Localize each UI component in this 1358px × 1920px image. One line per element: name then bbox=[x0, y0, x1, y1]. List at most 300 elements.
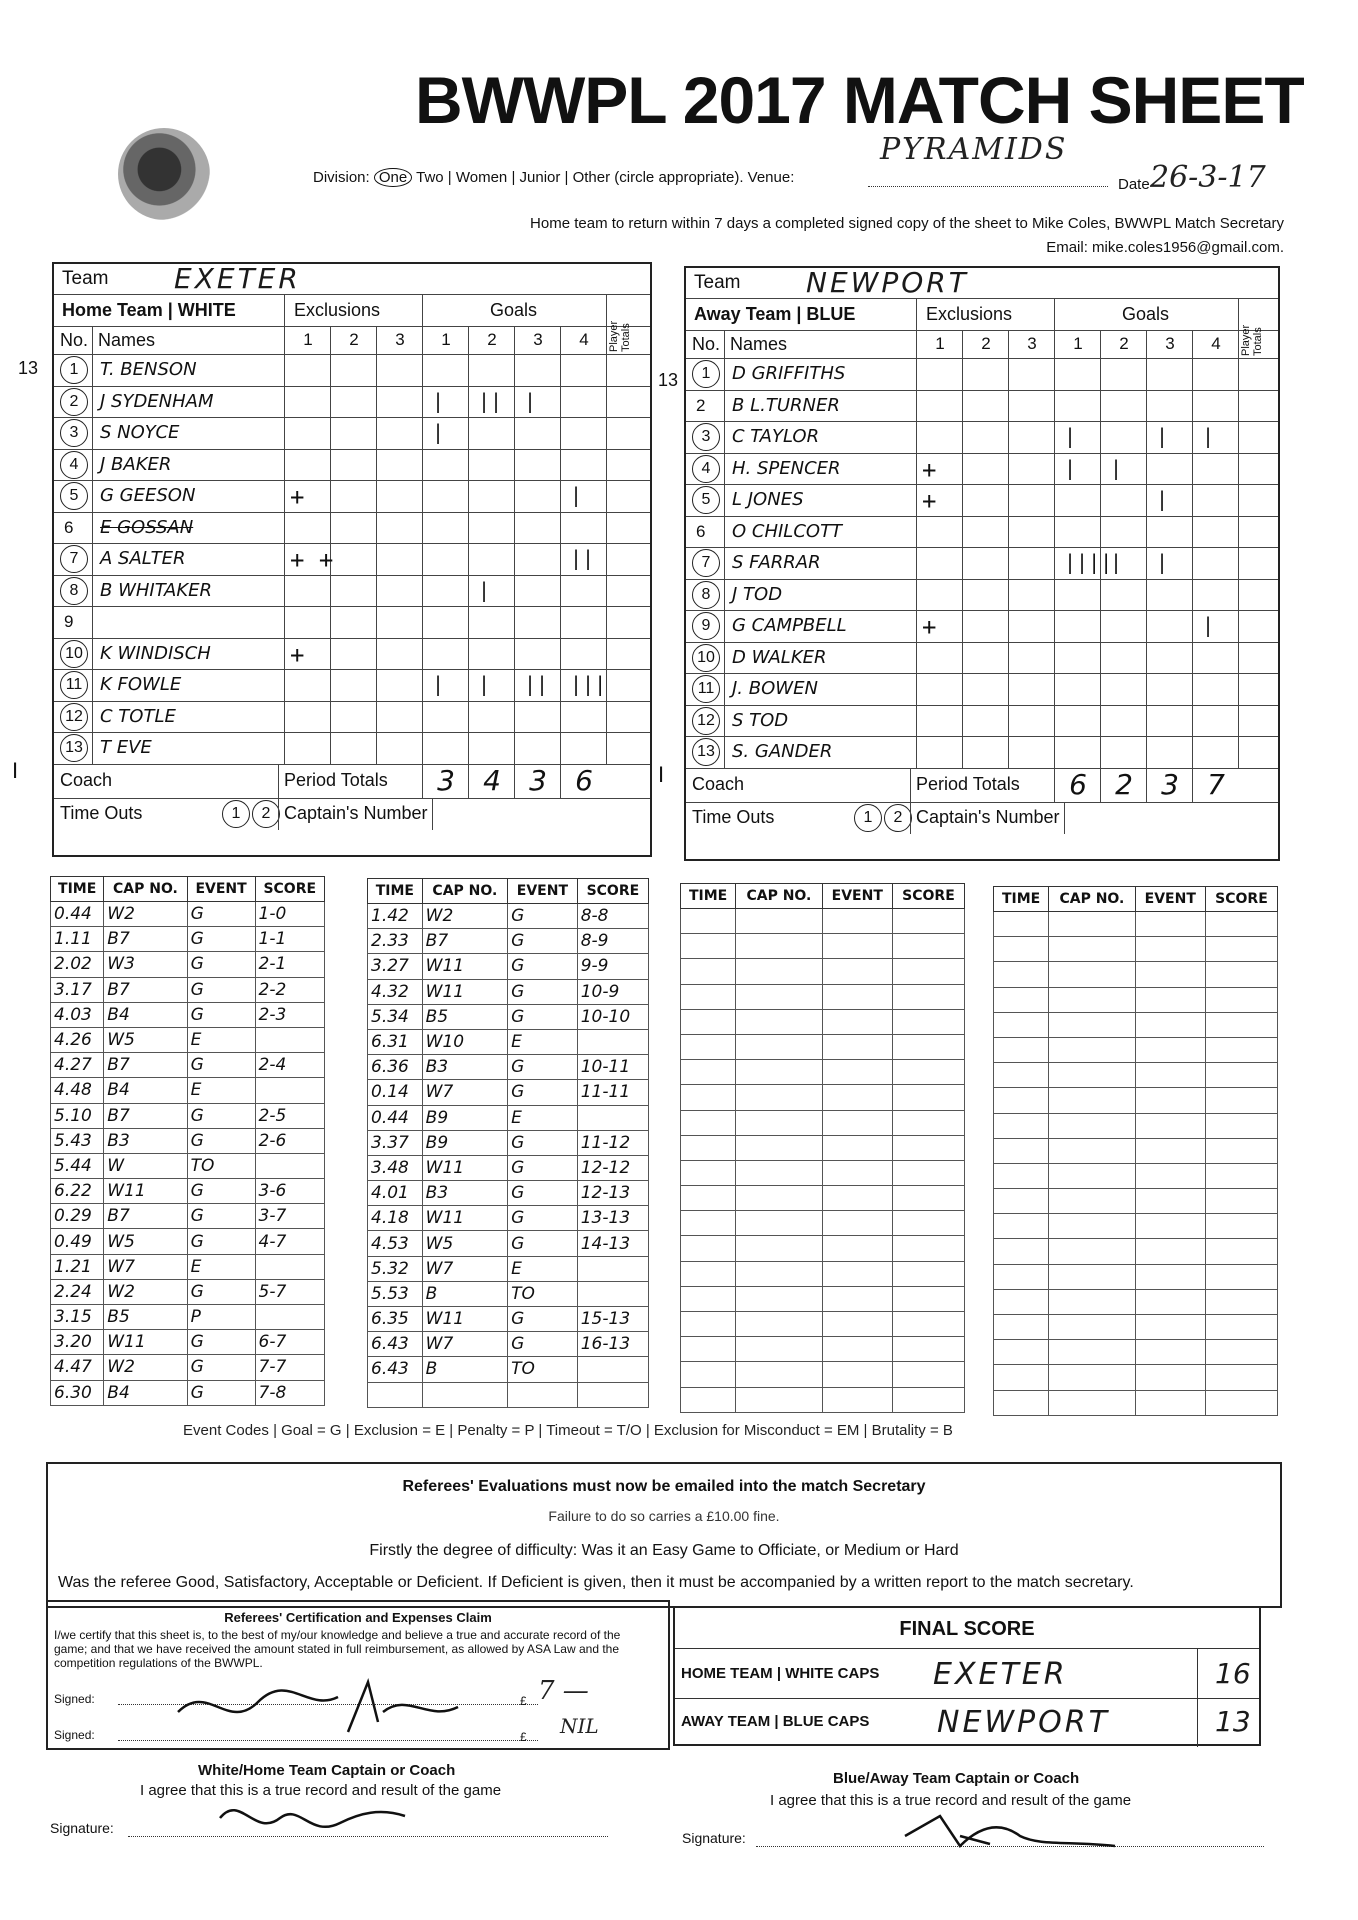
log-cell bbox=[994, 1264, 1049, 1289]
home-grid-divider bbox=[560, 638, 561, 670]
log-cell: G bbox=[508, 1130, 578, 1155]
away-goal-tally: | bbox=[1156, 424, 1169, 448]
away-team-name: NEWPORT bbox=[806, 266, 969, 299]
home-grid-divider bbox=[284, 386, 285, 418]
away-grid-divider bbox=[1192, 390, 1193, 422]
home-grid-divider bbox=[330, 386, 331, 418]
final-home-team: EXETER bbox=[933, 1657, 1068, 1692]
home-grid-divider bbox=[284, 512, 285, 544]
log-cell bbox=[736, 1261, 822, 1286]
away-grid-divider bbox=[1146, 453, 1147, 485]
log-cell bbox=[736, 1009, 822, 1034]
log-cell: 4.48 bbox=[51, 1078, 104, 1103]
log-cell bbox=[681, 1186, 736, 1211]
log-cell: 6.36 bbox=[368, 1055, 423, 1080]
log-cell bbox=[577, 1382, 648, 1407]
log-cell: 6-7 bbox=[255, 1330, 324, 1355]
away-grid-divider bbox=[1008, 705, 1009, 737]
away-player-number: 8 bbox=[692, 581, 720, 609]
away-no-divider bbox=[724, 547, 725, 579]
log-cell: W11 bbox=[422, 979, 507, 1004]
home-goal-tally: ||| bbox=[570, 672, 607, 696]
away-signature-label: Signature: bbox=[682, 1830, 746, 1846]
home-grid-divider bbox=[468, 638, 469, 670]
log-cell: G bbox=[508, 1307, 578, 1332]
away-player-row bbox=[686, 579, 1278, 612]
away-grid-divider bbox=[1008, 484, 1009, 516]
away-grid-divider bbox=[916, 390, 917, 422]
home-grid-divider bbox=[376, 354, 377, 386]
log-cell bbox=[681, 959, 736, 984]
log-header-cell: EVENT bbox=[1135, 887, 1205, 912]
home-period-total: 3 bbox=[514, 764, 561, 798]
home-col-number: 1 bbox=[422, 326, 469, 354]
log-cell bbox=[892, 959, 964, 984]
away-player-name: J. BOWEN bbox=[732, 678, 818, 699]
log-cell bbox=[681, 1211, 736, 1236]
log-cell bbox=[736, 1110, 822, 1135]
log-cell bbox=[681, 1312, 736, 1337]
log-row bbox=[368, 1105, 649, 1130]
home-grid-divider bbox=[606, 354, 607, 386]
log-cell bbox=[822, 1387, 892, 1412]
log-cell bbox=[1135, 1163, 1205, 1188]
log-cell bbox=[892, 1135, 964, 1160]
home-grid-divider bbox=[606, 543, 607, 575]
away-captain-divider bbox=[1064, 802, 1065, 834]
log-cell: 7-8 bbox=[255, 1380, 324, 1405]
log-cell bbox=[822, 1211, 892, 1236]
log-cell bbox=[994, 1390, 1049, 1415]
log-row bbox=[368, 1029, 649, 1054]
log-cell bbox=[736, 909, 822, 934]
log-cell: 0.49 bbox=[51, 1229, 104, 1254]
home-grid-divider bbox=[606, 449, 607, 481]
log-cell bbox=[736, 1362, 822, 1387]
home-goal-tally: || bbox=[478, 388, 503, 413]
away-player-row bbox=[686, 453, 1278, 486]
home-grid-divider bbox=[330, 669, 331, 701]
home-grid-divider bbox=[422, 701, 423, 733]
log-cell: W11 bbox=[422, 1206, 507, 1231]
away-grid-divider bbox=[1008, 673, 1009, 705]
home-goals-label: Goals bbox=[490, 300, 538, 320]
away-grid-divider bbox=[916, 421, 917, 453]
away-grid-divider bbox=[1238, 736, 1239, 768]
home-period-total: 6 bbox=[560, 764, 607, 798]
home-player-number: 2 bbox=[60, 388, 88, 416]
home-totals-divider bbox=[606, 326, 607, 354]
home-col-number: 4 bbox=[560, 326, 607, 354]
home-captain-title: White/Home Team Captain or Coach bbox=[198, 1762, 456, 1779]
log-cell bbox=[994, 1315, 1049, 1340]
home-grid-divider bbox=[284, 575, 285, 607]
log-cell: G bbox=[508, 1231, 578, 1256]
log-row bbox=[51, 1027, 325, 1052]
event-codes: Event Codes | Goal = G | Exclusion = E | Penalty = P | Timeout = T/O | Exclusion for Misconduct = EM | Brutality = B bbox=[183, 1422, 953, 1439]
log-cell: W7 bbox=[422, 1256, 507, 1281]
log-cell: 0.29 bbox=[51, 1204, 104, 1229]
log-cell bbox=[1135, 1037, 1205, 1062]
away-coach-label: Coach bbox=[692, 773, 745, 794]
away-grid-divider bbox=[916, 358, 917, 390]
away-grid-divider bbox=[1238, 453, 1239, 485]
home-header-row bbox=[54, 294, 650, 327]
home-grid-divider bbox=[330, 417, 331, 449]
away-player-name: D GRIFFITHS bbox=[732, 363, 846, 384]
final-away-score: 13 bbox=[1215, 1705, 1251, 1738]
log-cell bbox=[1135, 1113, 1205, 1138]
away-grid-divider bbox=[1054, 705, 1055, 737]
log-cell: G bbox=[508, 1181, 578, 1206]
log-row bbox=[994, 1239, 1278, 1264]
away-grid-divider bbox=[1100, 673, 1101, 705]
log-cell bbox=[994, 1088, 1049, 1113]
log-cell: 4.47 bbox=[51, 1355, 104, 1380]
log-cell bbox=[681, 1286, 736, 1311]
home-player-number: 5 bbox=[60, 482, 88, 510]
away-grid-divider bbox=[1100, 453, 1101, 485]
home-grid-divider bbox=[514, 638, 515, 670]
log-cell bbox=[892, 1261, 964, 1286]
home-timeouts-label: Time Outs bbox=[60, 802, 143, 823]
final-away-row bbox=[675, 1698, 1259, 1747]
log-header-cell: CAP NO. bbox=[422, 879, 507, 904]
log-header-row bbox=[681, 884, 965, 909]
away-no-divider bbox=[724, 390, 725, 422]
away-grid-divider bbox=[1146, 673, 1147, 705]
log-cell: 6.43 bbox=[368, 1332, 423, 1357]
away-grid-divider bbox=[1146, 358, 1147, 390]
home-grid-divider bbox=[376, 575, 377, 607]
log-header-cell: CAP NO. bbox=[104, 877, 187, 902]
log-cell bbox=[1135, 1390, 1205, 1415]
log-cell bbox=[681, 1135, 736, 1160]
away-period-totals-label: Period Totals bbox=[916, 773, 1020, 794]
log-cell: 9-9 bbox=[577, 954, 648, 979]
away-grid-divider bbox=[916, 736, 917, 768]
home-grid-divider bbox=[468, 575, 469, 607]
away-no-divider bbox=[724, 358, 725, 390]
log-cell bbox=[681, 1261, 736, 1286]
log-cell: 4.32 bbox=[368, 979, 423, 1004]
home-grid-divider bbox=[468, 354, 469, 386]
log-row bbox=[368, 1181, 649, 1206]
home-grid-divider bbox=[284, 449, 285, 481]
away-grid-divider bbox=[1146, 547, 1147, 579]
log-cell bbox=[681, 984, 736, 1009]
log-row bbox=[994, 1037, 1278, 1062]
log-row bbox=[994, 987, 1278, 1012]
log-cell: W7 bbox=[422, 1080, 507, 1105]
home-player-name: E GOSSAN bbox=[100, 516, 194, 538]
log-row bbox=[368, 954, 649, 979]
log-row bbox=[994, 1063, 1278, 1088]
log-cell bbox=[994, 1214, 1049, 1239]
log-row bbox=[994, 962, 1278, 987]
log-cell bbox=[1049, 1088, 1135, 1113]
away-player-row bbox=[686, 358, 1278, 391]
log-row bbox=[51, 1305, 325, 1330]
log-row bbox=[51, 1254, 325, 1279]
log-row bbox=[994, 1088, 1278, 1113]
home-goal-tally: || bbox=[570, 546, 595, 570]
log-cell: W5 bbox=[104, 1229, 187, 1254]
away-grid-divider bbox=[1238, 421, 1239, 453]
log-cell bbox=[822, 1312, 892, 1337]
home-player-row bbox=[54, 606, 650, 639]
log-row bbox=[368, 979, 649, 1004]
home-grid-divider bbox=[468, 606, 469, 638]
log-row bbox=[994, 1113, 1278, 1138]
log-row bbox=[368, 1281, 649, 1306]
away-grid-divider bbox=[1008, 579, 1009, 611]
log-cell bbox=[681, 1160, 736, 1185]
log-cell: G bbox=[187, 1279, 255, 1304]
log-row bbox=[368, 1357, 649, 1382]
log-cell bbox=[994, 1239, 1049, 1264]
log-cell: 2.33 bbox=[368, 929, 423, 954]
instruction-text: Home team to return within 7 days a completed signed copy of the sheet to Mike Coles, BWWPL Match Secretary bbox=[530, 215, 1284, 232]
log-cell bbox=[1135, 1239, 1205, 1264]
away-player-row bbox=[686, 484, 1278, 517]
home-no-divider bbox=[92, 543, 93, 575]
log-cell bbox=[892, 1286, 964, 1311]
log-row bbox=[681, 1387, 965, 1412]
away-grid-divider bbox=[1054, 516, 1055, 548]
log-cell bbox=[1049, 1138, 1135, 1163]
away-grid-divider bbox=[1192, 673, 1193, 705]
home-no-divider bbox=[92, 512, 93, 544]
division-label: Division: bbox=[313, 169, 370, 186]
log-cell bbox=[736, 1337, 822, 1362]
home-player-number: 1 bbox=[60, 356, 88, 384]
log-cell bbox=[255, 1305, 324, 1330]
away-exclusion-mark: + bbox=[922, 613, 937, 641]
log-row bbox=[51, 1204, 325, 1229]
home-grid-divider bbox=[560, 354, 561, 386]
log-cell bbox=[994, 1012, 1049, 1037]
home-grid-divider bbox=[422, 512, 423, 544]
home-grid-divider bbox=[422, 417, 423, 449]
away-col-number: 4 bbox=[1192, 330, 1239, 358]
log-row bbox=[994, 1390, 1278, 1415]
log-cell bbox=[736, 1236, 822, 1261]
away-grid-divider bbox=[1192, 547, 1193, 579]
log-row bbox=[368, 1382, 649, 1407]
log-cell: G bbox=[187, 1330, 255, 1355]
log-cell: 2-2 bbox=[255, 977, 324, 1002]
log-row bbox=[994, 1365, 1278, 1390]
home-hdr-divider bbox=[422, 294, 423, 326]
home-grid-divider bbox=[514, 606, 515, 638]
date-label: Date bbox=[1118, 176, 1150, 193]
away-captain-label: Captain's Number bbox=[916, 806, 1060, 827]
division-line bbox=[313, 168, 794, 187]
log-cell bbox=[1205, 1189, 1277, 1214]
log-cell bbox=[1205, 962, 1277, 987]
log-cell: E bbox=[508, 1256, 578, 1281]
log-cell bbox=[1135, 1088, 1205, 1113]
log-cell: 10-10 bbox=[577, 1004, 648, 1029]
away-grid-divider bbox=[1146, 610, 1147, 642]
log-cell: 5.53 bbox=[368, 1281, 423, 1306]
log-cell bbox=[681, 1009, 736, 1034]
home-goal-tally: | bbox=[478, 577, 491, 602]
home-player-number: 6 bbox=[64, 517, 74, 537]
away-grid-divider bbox=[1100, 484, 1101, 516]
log-cell: 5.32 bbox=[368, 1256, 423, 1281]
log-cell bbox=[1205, 1214, 1277, 1239]
away-player-name: H. SPENCER bbox=[732, 457, 841, 479]
away-no-divider bbox=[724, 421, 725, 453]
log-cell bbox=[368, 1382, 423, 1407]
away-player-totals-label: Player Totals bbox=[1240, 324, 1264, 356]
away-grid-divider bbox=[1238, 579, 1239, 611]
home-no-divider bbox=[92, 354, 93, 386]
home-no-divider bbox=[92, 480, 93, 512]
away-grid-divider bbox=[962, 453, 963, 485]
log-row bbox=[681, 909, 965, 934]
log-cell: B7 bbox=[104, 1204, 187, 1229]
away-captain-title: Blue/Away Team Captain or Coach bbox=[833, 1770, 1080, 1787]
home-no-divider bbox=[92, 701, 93, 733]
away-column-row bbox=[686, 330, 1278, 359]
home-col-number: 2 bbox=[330, 326, 377, 354]
away-grid-divider bbox=[916, 642, 917, 674]
away-no-divider bbox=[724, 484, 725, 516]
away-no-divider bbox=[724, 516, 725, 548]
log-cell: G bbox=[187, 1229, 255, 1254]
home-captain-divider bbox=[432, 798, 433, 830]
amount-1: 7 — bbox=[538, 1676, 589, 1706]
home-grid-divider bbox=[560, 701, 561, 733]
log-cell bbox=[255, 1254, 324, 1279]
log-cell bbox=[892, 1085, 964, 1110]
home-grid-divider bbox=[560, 449, 561, 481]
log-cell bbox=[1205, 1063, 1277, 1088]
log-row bbox=[681, 1160, 965, 1185]
home-grid-divider bbox=[376, 417, 377, 449]
home-grid-divider bbox=[422, 480, 423, 512]
away-hdr-divider bbox=[1238, 298, 1239, 330]
log-header-cell: SCORE bbox=[577, 879, 648, 904]
home-grid-divider bbox=[284, 417, 285, 449]
log-cell: 12-13 bbox=[577, 1181, 648, 1206]
log-cell: G bbox=[187, 1128, 255, 1153]
home-grid-divider bbox=[376, 512, 377, 544]
cert-text: I/we certify that this sheet is, to the best of my/our knowledge and believe a true and accurate record of the game; and that we have received the amount stated in full reimbursement, as allowed by ASA Law and the competition regulations of the BWWPL. bbox=[54, 1628, 621, 1670]
log-cell: 15-13 bbox=[577, 1307, 648, 1332]
home-grid-divider bbox=[560, 543, 561, 575]
home-team-row bbox=[54, 264, 650, 295]
log-cell: G bbox=[187, 1179, 255, 1204]
home-grid-divider bbox=[514, 449, 515, 481]
log-cell bbox=[892, 1312, 964, 1337]
home-grid-divider bbox=[284, 732, 285, 764]
home-goal-tally: | bbox=[432, 420, 445, 444]
log-cell: E bbox=[508, 1029, 578, 1054]
away-grid-divider bbox=[1054, 579, 1055, 611]
log-cell bbox=[1205, 1239, 1277, 1264]
log-cell bbox=[1135, 962, 1205, 987]
home-grid-divider bbox=[284, 543, 285, 575]
log-cell bbox=[1135, 1365, 1205, 1390]
home-grid-divider bbox=[422, 669, 423, 701]
log-cell bbox=[1049, 1390, 1135, 1415]
log-cell: B4 bbox=[104, 1078, 187, 1103]
log-cell: G bbox=[187, 1103, 255, 1128]
log-header-cell: CAP NO. bbox=[1049, 887, 1135, 912]
home-timeout-marker: 2 bbox=[252, 800, 280, 828]
log-cell bbox=[577, 1105, 648, 1130]
away-grid-divider bbox=[1054, 421, 1055, 453]
away-grid-divider bbox=[916, 579, 917, 611]
log-cell: 6.43 bbox=[368, 1357, 423, 1382]
home-col-number: 1 bbox=[284, 326, 331, 354]
event-code-item: Penalty = P bbox=[457, 1422, 535, 1439]
away-coach-divider bbox=[910, 768, 911, 802]
home-grid-divider bbox=[468, 732, 469, 764]
home-no-divider bbox=[92, 417, 93, 449]
away-hdr-divider bbox=[916, 298, 917, 330]
log-cell: 1-1 bbox=[255, 927, 324, 952]
away-exclusion-mark: + bbox=[922, 487, 937, 515]
home-grid-divider bbox=[514, 354, 515, 386]
away-grid-divider bbox=[916, 547, 917, 579]
log-cell bbox=[1205, 1037, 1277, 1062]
away-header-row bbox=[686, 298, 1278, 331]
home-grid-divider bbox=[422, 449, 423, 481]
home-grid-divider bbox=[514, 480, 515, 512]
log-cell: TO bbox=[187, 1153, 255, 1178]
away-player-name: S TOD bbox=[732, 709, 789, 731]
log-header-cell: EVENT bbox=[508, 879, 578, 904]
log-cell bbox=[994, 1113, 1049, 1138]
away-exclusion-mark: + bbox=[922, 455, 937, 484]
log-row bbox=[368, 1055, 649, 1080]
away-grid-divider bbox=[962, 736, 963, 768]
home-grid-divider bbox=[468, 386, 469, 418]
division-options: Two | Women | Junior | Other (circle appropriate). Venue: bbox=[416, 169, 795, 186]
log-cell: 2.24 bbox=[51, 1279, 104, 1304]
home-grid-divider bbox=[514, 417, 515, 449]
away-no-divider bbox=[724, 673, 725, 705]
event-codes-label: Event Codes bbox=[183, 1422, 269, 1439]
log-cell: TO bbox=[508, 1281, 578, 1306]
final-score-title: FINAL SCORE bbox=[899, 1618, 1035, 1640]
log-cell: G bbox=[508, 954, 578, 979]
away-player-row bbox=[686, 547, 1278, 580]
log-cell: B5 bbox=[104, 1305, 187, 1330]
log-cell bbox=[1205, 1315, 1277, 1340]
away-grid-divider bbox=[1146, 579, 1147, 611]
log-cell bbox=[1135, 1340, 1205, 1365]
away-goal-tally: | bbox=[1110, 550, 1123, 574]
away-goal-tally: | bbox=[1064, 455, 1077, 480]
log-cell bbox=[1049, 912, 1135, 937]
home-goal-tally: | bbox=[570, 483, 583, 507]
log-cell bbox=[1049, 1340, 1135, 1365]
log-cell bbox=[255, 1078, 324, 1103]
log-cell bbox=[822, 1060, 892, 1085]
away-captain-text: I agree that this is a true record and result of the game bbox=[770, 1792, 1132, 1809]
log-cell bbox=[1205, 1113, 1277, 1138]
log-cell bbox=[681, 1337, 736, 1362]
log-row bbox=[368, 929, 649, 954]
log-cell: G bbox=[187, 1002, 255, 1027]
log-cell bbox=[681, 1034, 736, 1059]
